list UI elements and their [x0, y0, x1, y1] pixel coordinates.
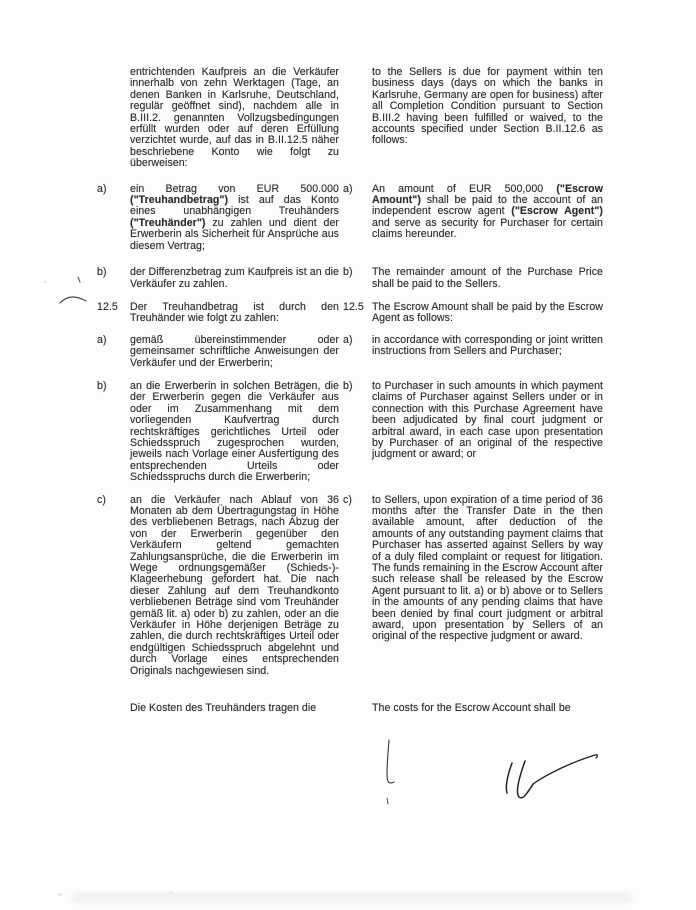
- clause-text-english: The remainder amount of the Purchase Price shall be paid to the Sellers.: [372, 266, 603, 290]
- clause-label-de: 12.5: [97, 300, 118, 313]
- clause-label-en: b): [343, 266, 353, 279]
- document-row: [0, 335, 696, 369]
- scan-speck: [168, 891, 174, 895]
- scan-speck: [58, 893, 62, 896]
- scan-artifact-band: [72, 893, 632, 903]
- clause-label-de: c): [97, 493, 106, 506]
- clause-text-english: The costs for the Escrow Account shall be: [372, 702, 571, 715]
- clause-label-en: [343, 703, 372, 714]
- document-row: [0, 184, 696, 252]
- clause-text-german: der Differenzbetrag zum Kaufpreis ist an die Verkäufer zu zahlen.: [130, 266, 339, 290]
- scan-speck: [44, 281, 46, 283]
- clause-label-de: [97, 703, 130, 714]
- clause-text-german: Die Kosten des Treuhänders tragen die: [130, 702, 317, 715]
- clause-label-en: [343, 67, 372, 170]
- clause-text-english: to Sellers, upon expiration of a time period of 36 months after the Transfer Date in the then available amount, after deduction of the amounts of any outstanding payment claims that Purchaser has asserted against Sellers by way of a duly filed complaint or request for litigation. The funds remaining in the Escrow Account after such release shall be released by the Escrow Agent pursuant to lit. a) or b) above or to Sellers in the amounts of any pending claims that have been denied by final court judgment or arbitral award, upon presentation by Sellers of an original of the respective judgment or award.: [372, 493, 603, 643]
- clause-label-de: a): [97, 333, 107, 346]
- handwritten-pen-stroke: [378, 736, 404, 814]
- clause-label-de: [97, 67, 130, 170]
- clause-label-en: a): [343, 333, 353, 346]
- clause-text-english: to Purchaser in such amounts in which payment claims of Purchaser against Sellers under or in connection with this Purchase Agreement have been adjudicated by final court judgment or arbitral award, in each case upon presentation by Purchaser of an original of the respective judgment or award; or: [372, 379, 603, 461]
- handwritten-initials: [492, 748, 607, 806]
- document-row: [0, 495, 696, 678]
- clause-label-de: b): [97, 379, 107, 392]
- clause-text-german: an die Erwerberin in solchen Beträgen, die der Erwerberin gegen die Verkäufer aus oder im Zusammenhang mit dem vorliegenden Kaufvertrag durch rechtskräftiges gerichtliches Urteil oder Schiedsspruch zugesprochen wurden, jeweils nach Vorlage einer Ausfertigung des entsprechenden Urteils oder Schiedsspruchs durch die Erwerberin;: [130, 379, 339, 484]
- document-row: [0, 67, 696, 170]
- clause-label-en: 12.5: [343, 300, 364, 313]
- clause-text-english: to the Sellers is due for payment within ten business days (days on which the banks in Karlsruhe, Germany are open for business) after all Completion Condition pursuant to Section B.III.2 having been fulfilled or waived, to the accounts specified under Section B.II.12.6 as follows:: [372, 66, 603, 147]
- document-row: [0, 267, 696, 290]
- clause-label-en: b): [343, 379, 353, 392]
- document-row: [0, 381, 696, 484]
- clause-text-english: An amount of EUR 500,000 ("Escrow Amount") shall be paid to the account of an independent escrow agent ("Escrow Agent") and serve as security for Purchaser for certain claims hereunder.: [372, 182, 603, 241]
- clause-text-english: The Escrow Amount shall be paid by the Escrow Agent as follows:: [372, 300, 603, 325]
- clause-text-german: gemäß übereinstimmender oder gemeinsamer schriftliche Anweisungen der Verkäufer und der Erwerberin;: [130, 333, 339, 369]
- clause-text-german: entrichtenden Kaufpreis an die Verkäufer innerhalb von zehn Werktagen (Tage, an denen Banken in Karlsruhe, Deutschland, regulär geöffnet sind), nachdem alle in B.III.2. genannten Vollzugsbedingungen erfüllt wurden oder auf deren Erfüllung verzichtet wurde, auf das in B.II.12.5 näher beschriebene Konto wie folgt zu überweisen:: [130, 66, 339, 170]
- clause-text-german: Der Treuhandbetrag ist durch den Treuhänder wie folgt zu zahlen:: [130, 300, 339, 325]
- clause-text-english: in accordance with corresponding or joint written instructions from Sellers and Purchaser;: [372, 333, 603, 358]
- clause-label-de: a): [97, 182, 107, 195]
- document-body: [0, 67, 696, 728]
- clause-text-german: an die Verkäufer nach Ablauf von 36 Monaten ab dem Übertragungstag in Höhe des verbliebenen Betrags, nach Abzug der von der Erwerberin gegenüber den Verkäufern geltend gemachten Zahlungsansprüche, die die Erwerberin im Wege ordnungsgemäßer (Schieds-)-Klageerhebung gefordert hat. Die nach dieser Zahlung auf dem Treuhandkonto verbliebenen Beträge sind vom Treuhänder gemäß lit. a) oder b) zu zahlen, oder an die Verkäufer in Höhe derjenigen Beträge zu zahlen, die durch rechtskräftiges Urteil oder endgültigen Schiedsspruch abgelehnt und durch Vorlage eines entsprechenden Originals nachgewiesen sind.: [130, 493, 339, 677]
- clause-label-de: b): [97, 266, 107, 279]
- document-row: [0, 703, 696, 714]
- clause-label-en: c): [343, 493, 352, 506]
- clause-text-german: ein Betrag von EUR 500.000 ("Treuhandbetrag") ist auf das Konto eines unabhängigen Treuhänders ("Treuhänder") zu zahlen und dient der Erwerberin als Sicherheit für Ansprüche aus diesem Vertrag;: [130, 182, 339, 252]
- clause-label-en: a): [343, 182, 353, 195]
- document-row: [0, 302, 696, 325]
